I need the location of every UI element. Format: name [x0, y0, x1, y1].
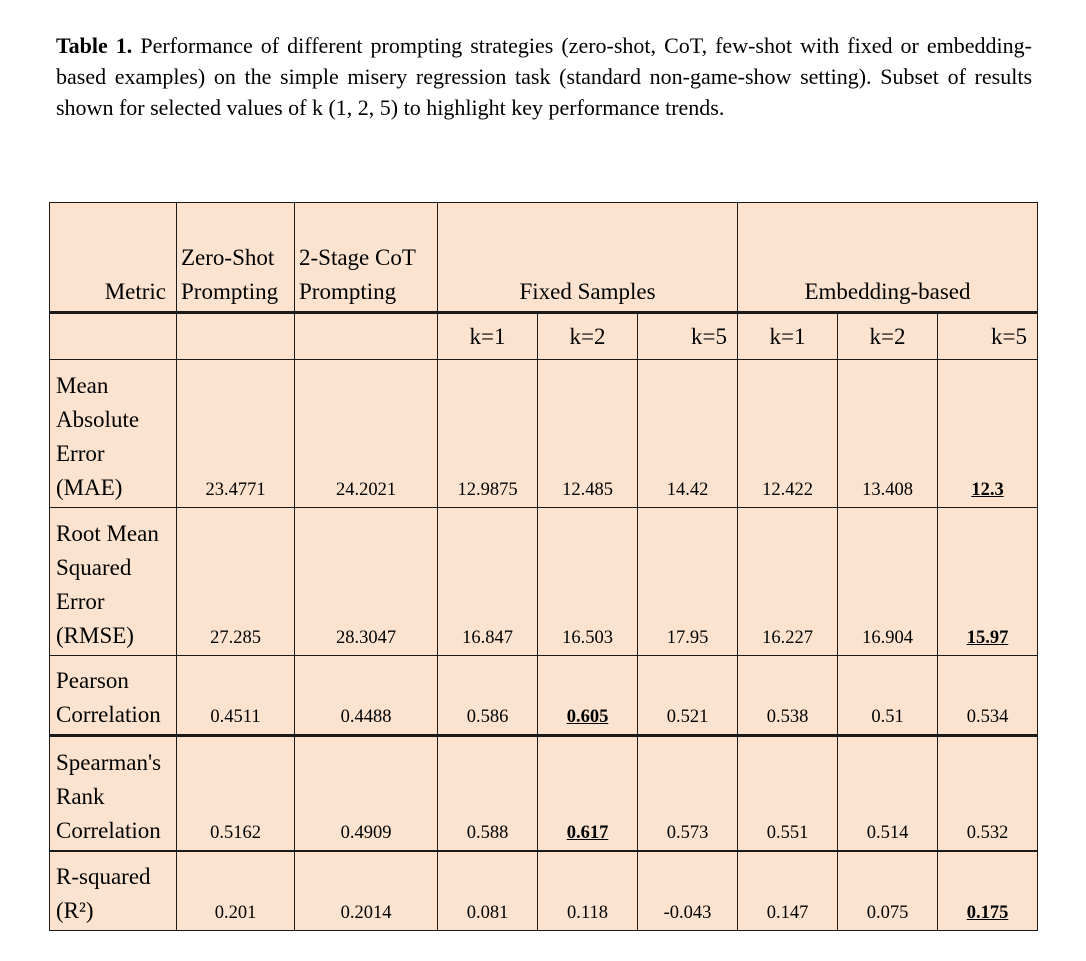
header-zero-shot [177, 203, 295, 313]
value-cell [938, 360, 1038, 508]
cell-value: 16.847 [462, 628, 513, 648]
table-row [50, 656, 1038, 736]
metric-name-cell [50, 360, 177, 508]
value-cell [838, 736, 938, 851]
metric-name-line: (MAE) [56, 475, 123, 500]
cell-value: 0.521 [666, 707, 709, 727]
header-cot-line2: Prompting [299, 279, 397, 304]
header-cot-line1: 2-Stage CoT [299, 245, 416, 270]
metric-name-line: Mean [56, 373, 109, 398]
cell-value: 24.2021 [335, 480, 397, 500]
metric-name-line: Rank [56, 783, 105, 809]
cell-value: 0.075 [866, 903, 909, 923]
value-cell [638, 360, 738, 508]
cell-value: 23.4771 [205, 480, 266, 500]
cell-value: 12.422 [762, 480, 813, 500]
metric-name-cell [50, 851, 177, 931]
table-row [50, 736, 1038, 851]
cell-value: 0.514 [866, 822, 909, 843]
value-cell [638, 736, 738, 851]
value-cell [538, 851, 638, 931]
k-row-blank [295, 313, 438, 360]
best-value: 15.97 [966, 628, 1009, 648]
k-row [50, 313, 1038, 360]
value-cell [738, 656, 838, 736]
value-cell [938, 656, 1038, 736]
value-cell [938, 736, 1038, 851]
table-caption [56, 30, 1032, 123]
value-cell [638, 656, 738, 736]
value-cell [838, 656, 938, 736]
value-cell [938, 851, 1038, 931]
cell-value: 16.227 [762, 628, 813, 648]
value-cell [738, 360, 838, 508]
cell-value: 0.4488 [340, 707, 392, 727]
table-row [50, 851, 1038, 931]
header-zero-shot-line2: Prompting [181, 279, 279, 304]
cell-value: 0.534 [966, 707, 1009, 727]
value-cell [738, 851, 838, 931]
value-cell [538, 656, 638, 736]
metric-name-line: Absolute [56, 407, 140, 432]
metric-name-cell [50, 736, 177, 851]
k-row-blank [177, 313, 295, 360]
value-cell [295, 736, 438, 851]
cell-value: 0.588 [466, 822, 509, 843]
k-label: k=2 [838, 313, 938, 360]
cell-value: 17.95 [666, 628, 709, 648]
cell-value: 0.586 [466, 707, 509, 727]
header-row [50, 203, 1038, 313]
cell-value: 0.201 [214, 903, 257, 923]
value-cell [838, 508, 938, 656]
header-zero-shot-line1: Zero-Shot [181, 245, 275, 270]
best-value: 0.175 [966, 903, 1009, 923]
metric-name-line: Spearman's [56, 749, 162, 775]
value-cell [177, 736, 295, 851]
cell-value: 0.538 [766, 707, 809, 727]
cell-value: 12.9875 [457, 480, 518, 500]
cell-value: 0.551 [766, 822, 809, 843]
value-cell [295, 851, 438, 931]
k-label: k=2 [538, 313, 638, 360]
metric-name-cell [50, 656, 177, 736]
value-cell [295, 508, 438, 656]
value-cell [538, 360, 638, 508]
k-label: k=5 [938, 313, 1038, 360]
cell-value: 0.5162 [210, 822, 261, 843]
value-cell [538, 736, 638, 851]
cell-value: 0.147 [766, 903, 809, 923]
cell-value: 0.573 [666, 822, 709, 843]
metric-name-line: Correlation [56, 817, 161, 843]
cell-value: 0.4511 [210, 707, 261, 727]
results-table [49, 202, 1038, 931]
value-cell [738, 508, 838, 656]
cell-value: -0.043 [663, 903, 712, 923]
best-value: 0.617 [566, 822, 609, 843]
value-cell [177, 656, 295, 736]
metric-name-line: Correlation [56, 702, 161, 727]
caption-label: Table 1. [56, 33, 133, 58]
k-label: k=1 [738, 313, 838, 360]
k-label: k=5 [638, 313, 738, 360]
value-cell [738, 736, 838, 851]
value-cell [638, 508, 738, 656]
cell-value: 12.485 [562, 480, 613, 500]
value-cell [938, 508, 1038, 656]
value-cell [438, 851, 538, 931]
metric-name-line: Pearson [56, 668, 129, 693]
cell-value: 0.2014 [340, 903, 392, 923]
value-cell [438, 656, 538, 736]
caption-text: Performance of different prompting strategies (zero-shot, CoT, few-shot with fixed or embedding-based examples) on the simple misery regression task (standard non-game-show setting). Subset of results shown for selected values of k (1, 2, 5) to highlight key performance trends. [56, 33, 1032, 120]
value-cell [838, 851, 938, 931]
metric-name-cell [50, 508, 177, 656]
header-metric: Metric [50, 203, 177, 313]
metric-name-line: (R²) [56, 898, 94, 923]
cell-value: 13.408 [862, 480, 913, 500]
header-embedding-based: Embedding-based [738, 203, 1038, 313]
value-cell [638, 851, 738, 931]
cell-value: 0.081 [466, 903, 509, 923]
value-cell [438, 508, 538, 656]
value-cell [295, 656, 438, 736]
table-row [50, 360, 1038, 508]
metric-name-line: Squared [56, 555, 132, 580]
cell-value: 16.503 [562, 628, 613, 648]
value-cell [538, 508, 638, 656]
cell-value: 0.51 [871, 707, 904, 727]
k-row-blank [50, 313, 177, 360]
best-value: 0.605 [566, 707, 609, 727]
value-cell [438, 360, 538, 508]
metric-name-line: R-squared [56, 864, 151, 889]
table-row [50, 508, 1038, 656]
header-fixed-samples: Fixed Samples [438, 203, 738, 313]
value-cell [177, 508, 295, 656]
cell-value: 28.3047 [335, 628, 397, 648]
best-value: 12.3 [971, 480, 1004, 500]
k-label: k=1 [438, 313, 538, 360]
cell-value: 16.904 [862, 628, 913, 648]
header-cot [295, 203, 438, 313]
value-cell [438, 736, 538, 851]
cell-value: 0.532 [966, 822, 1009, 843]
metric-name-line: Root Mean [56, 521, 159, 546]
metric-name-line: Error [56, 441, 105, 466]
value-cell [295, 360, 438, 508]
value-cell [177, 851, 295, 931]
value-cell [838, 360, 938, 508]
cell-value: 14.42 [666, 480, 709, 500]
cell-value: 0.118 [567, 903, 608, 923]
value-cell [177, 360, 295, 508]
cell-value: 27.285 [210, 628, 261, 648]
metric-name-line: Error [56, 589, 105, 614]
cell-value: 0.4909 [340, 822, 392, 843]
metric-name-line: (RMSE) [56, 623, 134, 648]
